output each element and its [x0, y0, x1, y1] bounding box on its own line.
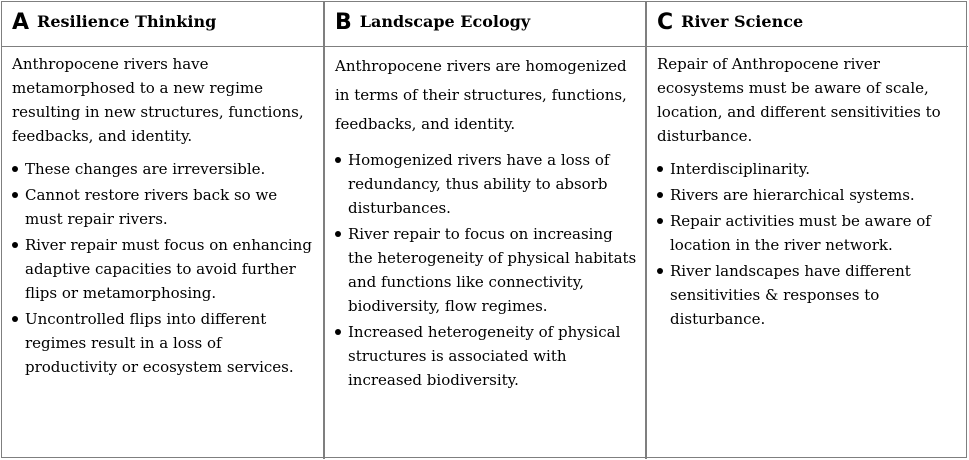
column-title: River Science	[681, 12, 804, 31]
column-header	[335, 10, 530, 35]
bullet-item: Increased heterogeneity of physical structures is associated with increased biodiversity.	[335, 320, 639, 392]
bullet-item: Rivers are hierarchical systems.	[657, 183, 962, 207]
bullet-item: Homogenized rivers have a loss of redundancy, thus ability to absorb disturbances.	[335, 148, 639, 220]
bullet-list	[12, 157, 317, 379]
bullet-item: River repair must focus on enhancing adaptive capacities to avoid further flips or metamorphosing.	[12, 233, 317, 305]
bullet-item: Uncontrolled flips into different regimes result in a loss of productivity or ecosystem services.	[12, 307, 317, 379]
column-intro: Anthropocene rivers are homogenized in terms of their structures, functions, feedbacks, and identity.	[335, 57, 627, 133]
bullet-list	[657, 157, 962, 331]
column-letter: C	[657, 10, 674, 35]
bullet-item: Repair activities must be aware of location in the river network.	[657, 209, 962, 257]
column-landscape-ecology	[325, 2, 645, 459]
column-letter: B	[335, 10, 352, 35]
column-resilience-thinking	[2, 2, 323, 459]
column-body	[12, 52, 317, 381]
column-river-science	[647, 2, 968, 459]
comparison-table	[1, 1, 967, 458]
column-header	[657, 10, 803, 35]
column-title: Landscape Ecology	[359, 12, 531, 31]
column-body	[657, 52, 962, 333]
bullet-item: River landscapes have different sensitivities & responses to disturbance.	[657, 259, 962, 331]
bullet-item: River repair to focus on increasing the heterogeneity of physical habitats and functions like connectivity, biodiversity, flow regimes.	[335, 222, 639, 318]
bullet-list	[335, 148, 639, 392]
column-intro: Anthropocene rivers have metamorphosed to a new regime resulting in new structures, functions, feedbacks, and identity.	[12, 55, 304, 145]
column-title: Resilience Thinking	[37, 12, 217, 31]
bullet-item: Cannot restore rivers back so we must repair rivers.	[12, 183, 317, 231]
bullet-item: Interdisciplinarity.	[657, 157, 962, 181]
column-header	[12, 10, 216, 35]
column-letter: A	[12, 10, 30, 35]
column-intro: Repair of Anthropocene river ecosystems must be aware of scale, location, and different sensitivities to disturbance.	[657, 55, 941, 145]
column-body	[335, 52, 639, 394]
bullet-item: These changes are irreversible.	[12, 157, 317, 181]
